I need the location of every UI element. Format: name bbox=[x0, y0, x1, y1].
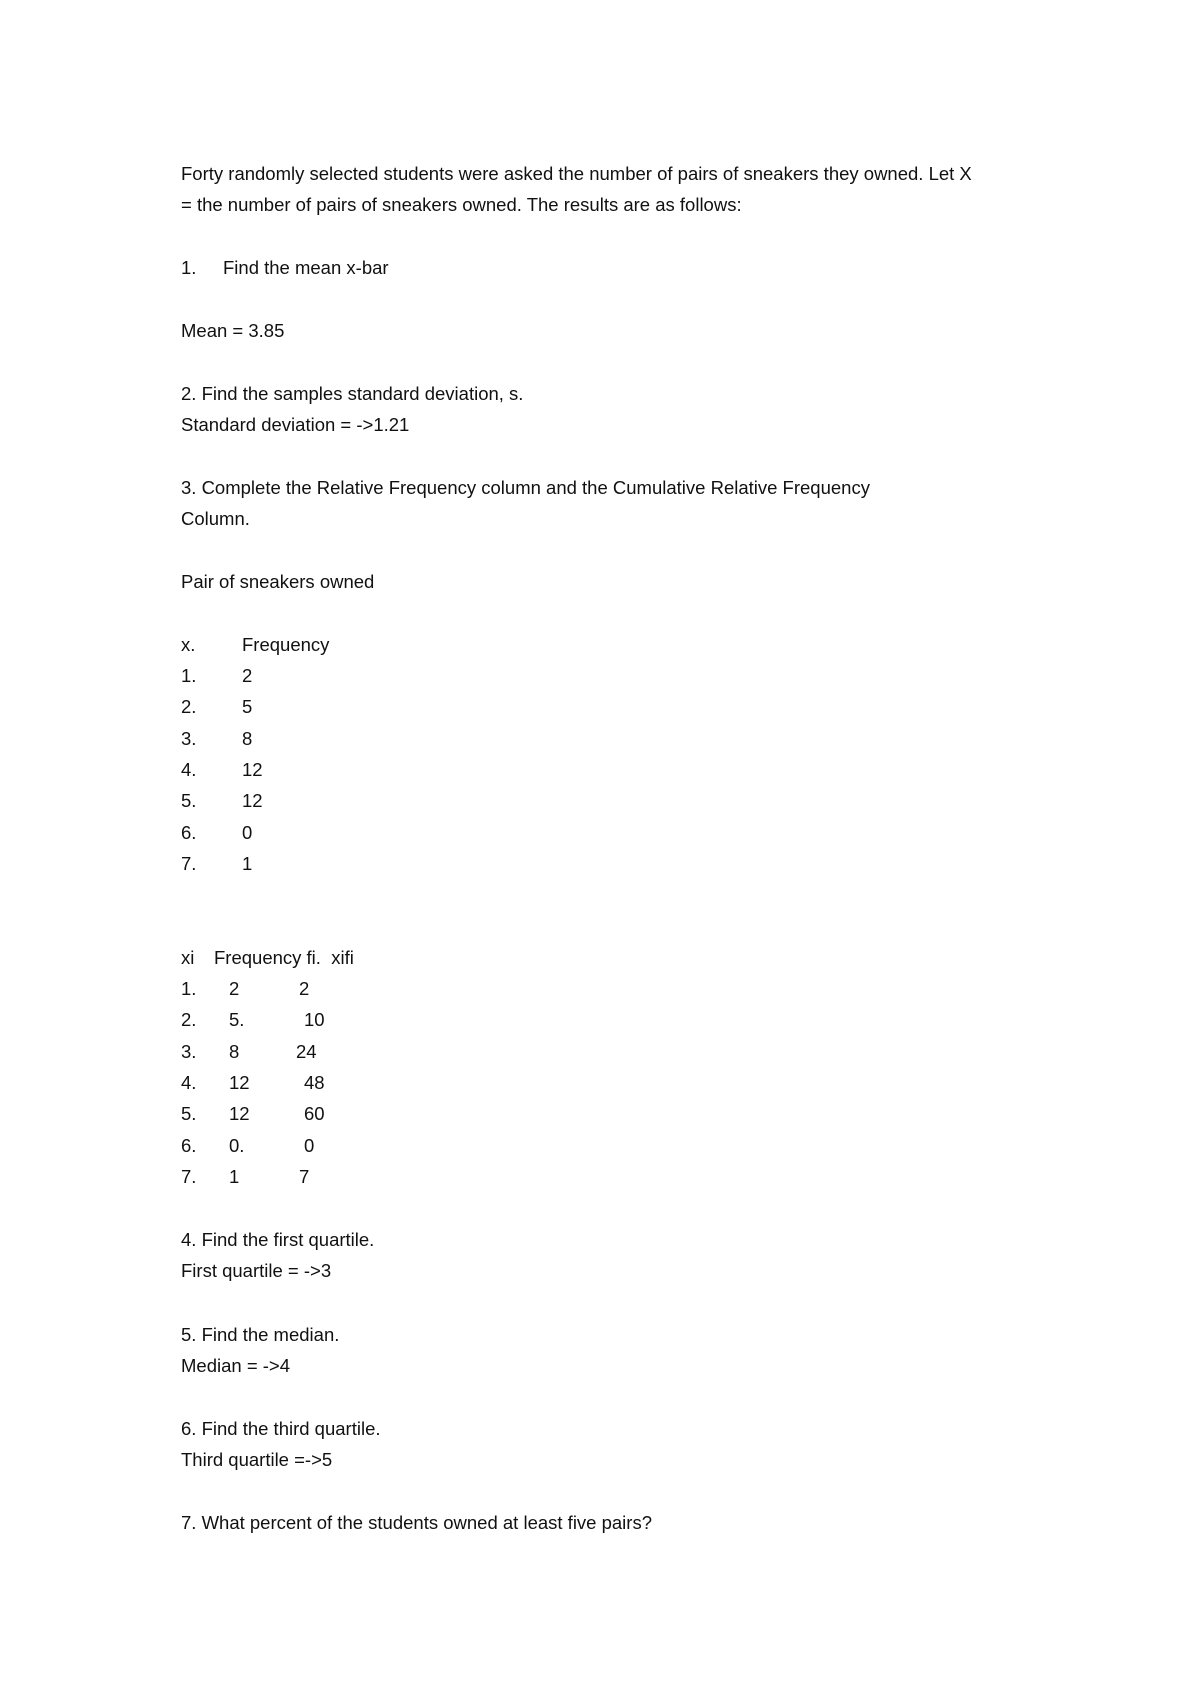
table2-row-5-fi: 12 bbox=[229, 1103, 250, 1124]
table2-row-7-xi: 7. bbox=[181, 1166, 197, 1187]
table1-row-3-x: 3. bbox=[181, 728, 197, 749]
table2-header-xi: xi bbox=[181, 947, 195, 968]
table1-row-1-freq: 2 bbox=[242, 665, 253, 686]
table2-row-3-xifi: 24 bbox=[296, 1041, 317, 1062]
table2-header-frequency: Frequency fi. xifi bbox=[214, 947, 354, 968]
table2-row-3-xi: 3. bbox=[181, 1041, 197, 1062]
table2-row-7-fi: 1 bbox=[229, 1166, 240, 1187]
q5-answer: Median = ->4 bbox=[181, 1355, 291, 1376]
table2-row-5-xifi: 60 bbox=[304, 1103, 325, 1124]
table2-row-5-xi: 5. bbox=[181, 1103, 197, 1124]
table1-row-4-x: 4. bbox=[181, 759, 197, 780]
table1-header-frequency: Frequency bbox=[242, 634, 330, 655]
table2-row-4-xi: 4. bbox=[181, 1072, 197, 1093]
table2-row-4-xifi: 48 bbox=[304, 1072, 325, 1093]
table1-title: Pair of sneakers owned bbox=[181, 571, 375, 592]
table1-row-2-freq: 5 bbox=[242, 696, 253, 717]
table1-row-1-x: 1. bbox=[181, 665, 197, 686]
table1-row-5-x: 5. bbox=[181, 790, 197, 811]
q6-text: 6. Find the third quartile. bbox=[181, 1418, 381, 1439]
q4-answer: First quartile = ->3 bbox=[181, 1260, 332, 1281]
table2-row-2-fi: 5. bbox=[229, 1009, 245, 1030]
q1-text: Find the mean x-bar bbox=[223, 257, 389, 278]
table2-row-6-xi: 6. bbox=[181, 1135, 197, 1156]
table1-row-2-x: 2. bbox=[181, 696, 197, 717]
table1-row-3-freq: 8 bbox=[242, 728, 253, 749]
table2-row-1-xifi: 2 bbox=[299, 978, 310, 999]
q2-answer: Standard deviation = ->1.21 bbox=[181, 414, 410, 435]
table1-row-5-freq: 12 bbox=[242, 790, 263, 811]
table1-row-4-freq: 12 bbox=[242, 759, 263, 780]
q1-number: 1. bbox=[181, 257, 197, 278]
table2-row-2-xi: 2. bbox=[181, 1009, 197, 1030]
q3-line-2: Column. bbox=[181, 508, 250, 529]
q3-line-1: 3. Complete the Relative Frequency column and the Cumulative Relative Frequency bbox=[181, 477, 870, 498]
table2-row-1-fi: 2 bbox=[229, 978, 240, 999]
table2-row-7-xifi: 7 bbox=[299, 1166, 310, 1187]
intro-line-2: = the number of pairs of sneakers owned. The results are as follows: bbox=[181, 194, 742, 215]
table2-row-6-fi: 0. bbox=[229, 1135, 245, 1156]
table1-header-x: x. bbox=[181, 634, 196, 655]
q1-answer: Mean = 3.85 bbox=[181, 320, 285, 341]
table1-row-6-x: 6. bbox=[181, 822, 197, 843]
table1-row-6-freq: 0 bbox=[242, 822, 253, 843]
table2-row-2-xifi: 10 bbox=[304, 1009, 325, 1030]
table2-row-1-xi: 1. bbox=[181, 978, 197, 999]
q2-text: 2. Find the samples standard deviation, s. bbox=[181, 383, 524, 404]
q7-text: 7. What percent of the students owned at least five pairs? bbox=[181, 1512, 652, 1533]
q5-text: 5. Find the median. bbox=[181, 1324, 340, 1345]
intro-line-1: Forty randomly selected students were asked the number of pairs of sneakers they owned. Let X bbox=[181, 163, 972, 184]
q6-answer: Third quartile =->5 bbox=[181, 1449, 333, 1470]
table1-row-7-x: 7. bbox=[181, 853, 197, 874]
table2-row-4-fi: 12 bbox=[229, 1072, 250, 1093]
q4-text: 4. Find the first quartile. bbox=[181, 1229, 375, 1250]
table1-row-7-freq: 1 bbox=[242, 853, 253, 874]
table2-row-6-xifi: 0 bbox=[304, 1135, 315, 1156]
table2-row-3-fi: 8 bbox=[229, 1041, 240, 1062]
